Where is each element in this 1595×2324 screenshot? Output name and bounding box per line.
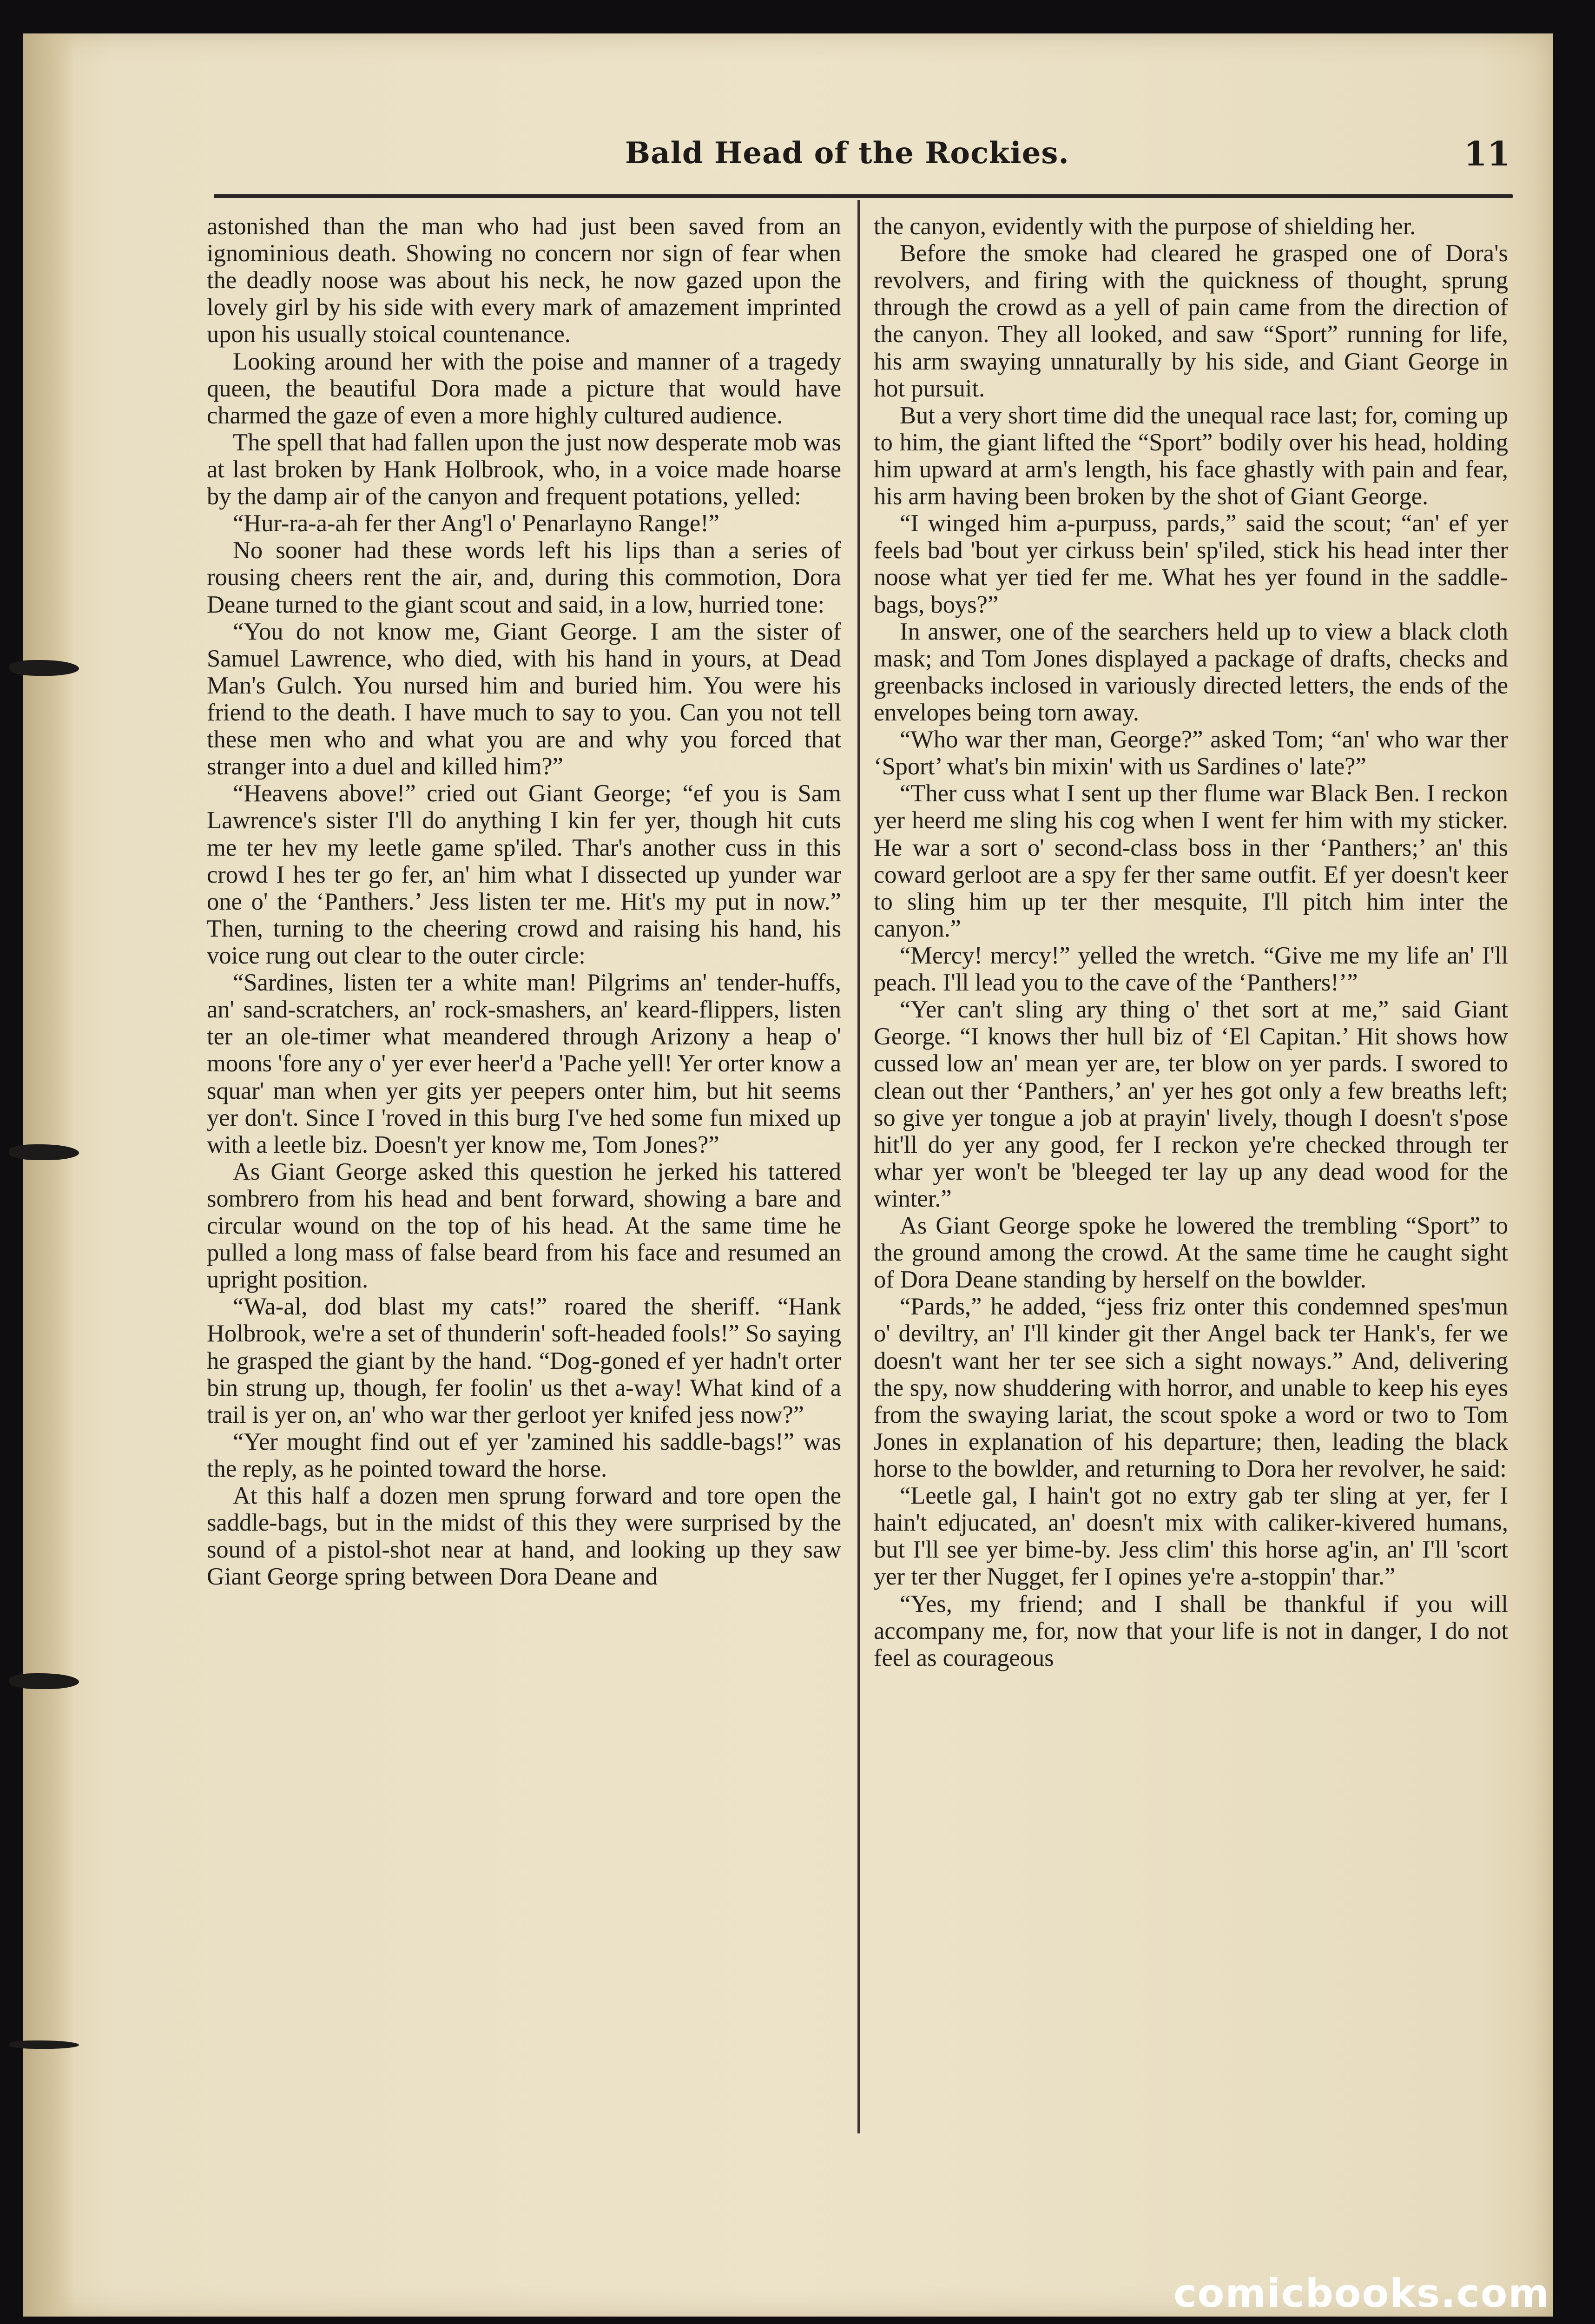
paragraph: As Giant George spoke he lowered the trembling “Sport” to the ground among the crowd. At the same time he caught sight of Dora Deane standing by herself on the bowlder.	[874, 1212, 1508, 1294]
paragraph: “Ther cuss what I sent up ther flume war Black Ben. I reckon yer heerd me sling his cog when I went fer him with my sticker. He war a sort o' second-class boss in ther ‘Panthers;’ an' this coward gerloot are a spy fer ther same outfit. Ef yer doesn't keer to sling him up ter ther mesquite, I'll pitch him inter the canyon.”	[874, 780, 1508, 942]
paragraph: Looking around her with the poise and manner of a tragedy queen, the beautiful Dora made a picture that would have charmed the gaze of even a more highly cultured audience.	[207, 348, 841, 429]
paragraph: “Heavens above!” cried out Giant George; “ef you is Sam Lawrence's sister I'll do anything I kin fer yer, though hit cuts me ter hev my leetle game sp'iled. Thar's another cuss in this crowd I hes ter go fer, an' him what I dissected up yunder war one o' the ‘Panthers.’ Jess listen ter me. Hit's my put in now.” Then, turning to the cheering crowd and raising his hand, his voice rung out clear to the outer circle:	[207, 780, 841, 969]
paragraph: At this half a dozen men sprung forward and tore open the saddle-bags, but in the midst of this they were surprised by the sound of a pistol-shot near at hand, and looking up they saw Giant George spring between Dora Deane and	[207, 1482, 841, 1591]
column-divider	[857, 200, 860, 2133]
paragraph: “Leetle gal, I hain't got no extry gab ter sling at yer, fer I hain't edjucated, an' doesn't mix with caliker-kivered humans, but I'll see yer bime-by. Jess clim' this horse ag'in, an' I'll 'scort yer ter ther Nugget, fer I opines ye're a-stoppin' thar.”	[874, 1482, 1508, 1591]
page-spine-shadow	[23, 33, 74, 2317]
paragraph: “Wa-al, dod blast my cats!” roared the sheriff. “Hank Holbrook, we're a set of thunderin' soft-headed fools!” So saying he grasped the giant by the hand. “Dog-goned ef yer hadn't orter bin strung up, though, fer foolin' us thet a-way! What kind of a trail is yer on, an' who war ther gerloot yer knifed jess now?”	[207, 1293, 841, 1428]
binding-staple-hole	[9, 2040, 79, 2049]
paragraph: “Hur-ra-a-ah fer ther Ang'l o' Penarlayno Range!”	[233, 510, 719, 537]
page-header	[214, 125, 1510, 181]
paragraph: The spell that had fallen upon the just now desperate mob was at last broken by Hank Holbrook, who, in a voice made hoarse by the damp air of the canyon and frequent potations, yelled:	[207, 429, 841, 510]
page-number: 11	[1463, 134, 1510, 173]
paragraph: “You do not know me, Giant George. I am the sister of Samuel Lawrence, who died, with his hand in yours, at Dead Man's Gulch. You nursed him and buried him. You were his friend to the death. I have much to say to you. Can you not tell these men who and what you are and why you forced that stranger into a duel and killed him?”	[207, 618, 841, 780]
paragraph: In answer, one of the searchers held up to view a black cloth mask; and Tom Jones displayed a package of drafts, checks and greenbacks inclosed in variously directed letters, the ends of the envelopes being torn away.	[874, 618, 1508, 726]
paragraph: As Giant George asked this question he jerked his tattered sombrero from his head and bent forward, showing a bare and circular wound on the top of his head. At the same time he pulled a long mass of false beard from his face and resumed an upright position.	[207, 1158, 841, 1294]
text-column-right	[874, 213, 1508, 2142]
header-rule	[214, 194, 1513, 198]
site-watermark: comicbooks.com	[1173, 2271, 1550, 2316]
binding-staple-hole	[9, 660, 79, 676]
paragraph: “Sardines, listen ter a white man! Pilgrims an' tender-huffs, an' sand-scratchers, an' rock-smashers, an' keard-flippers, listen ter an ole-timer what meandered through Arizony a heap o' moons 'fore any o' yer ever heer'd a 'Pache yell! Yer orter know a squar' man when yer gits yer peepers onter him, but hit seems yer don't. Since I 'roved in this burg I've hed some fun mixed up with a leetle biz. Doesn't yer know me, Tom Jones?”	[207, 969, 841, 1158]
paragraph: No sooner had these words left his lips than a series of rousing cheers rent the air, and, during this commotion, Dora Deane turned to the giant scout and said, in a low, hurried tone:	[207, 537, 841, 618]
paragraph: “I winged him a-purpuss, pards,” said the scout; “an' ef yer feels bad 'bout yer cirkuss bein' sp'iled, stick his head inter ther noose what yer tied fer me. What hes yer found in the saddle-bags, boys?”	[874, 510, 1508, 618]
paragraph: “Mercy! mercy!” yelled the wretch. “Give me my life an' I'll peach. I'll lead you to the cave of the ‘Panthers!’”	[874, 942, 1508, 997]
paragraph: “Yer can't sling ary thing o' thet sort at me,” said Giant George. “I knows ther hull biz of ‘El Capitan.’ Hit shows how cussed low an' mean yer are, ter blow on yer pards. I swored to clean out ther ‘Panthers,’ an' yer hes got only a few breaths left; so give yer tongue a job at prayin' lively, though I doesn't s'pose hit'll do yer any good, fer I reckon ye're checked through ter whar yer won't be 'bleeged ter lay up any dead wood for the winter.”	[874, 996, 1508, 1212]
binding-staple-hole	[9, 1673, 79, 1689]
paragraph: astonished than the man who had just been saved from an ignominious death. Showing no concern nor sign of fear when the deadly noose was about his neck, he now gazed upon the lovely girl by his side with every mark of amazement imprinted upon his usually stoical countenance.	[207, 213, 841, 348]
paragraph: the canyon, evidently with the purpose of shielding her.	[874, 213, 1416, 240]
text-column-left	[207, 213, 841, 2142]
paragraph: Before the smoke had cleared he grasped one of Dora's revolvers, and firing with the quickness of thought, sprung through the crowd as a yell of pain came from the direction of the canyon. They all looked, and saw “Sport” running for life, his arm swaying unnaturally by his side, and Giant George in hot pursuit.	[874, 240, 1508, 402]
paragraph: “Pards,” he added, “jess friz onter this condemned spes'mun o' deviltry, an' I'll kinder git ther Angel back ter Hank's, fer we doesn't want her ter see sich a sight noways.” And, delivering the spy, now shuddering with horror, and unable to keep his eyes from the swaying lariat, the scout spoke a word or two to Tom Jones in explanation of his departure; then, leading the black horse to the bowlder, and returning to Dora her revolver, he said:	[874, 1293, 1508, 1483]
binding-staple-hole	[9, 1144, 79, 1160]
paragraph: “Yer mought find out ef yer 'zamined his saddle-bags!” was the reply, as he pointed toward the horse.	[207, 1428, 841, 1483]
paragraph: “Who war ther man, George?” asked Tom; “an' who war ther ‘Sport’ what's bin mixin' with us Sardines o' late?”	[874, 726, 1508, 780]
paragraph: But a very short time did the unequal race last; for, coming up to him, the giant lifted the “Sport” bodily over his head, holding him upward at arm's length, his face ghastly with pain and fear, his arm having been broken by the shot of Giant George.	[874, 402, 1508, 510]
running-title: Bald Head of the Rockies.	[625, 136, 1069, 171]
paragraph: “Yes, my friend; and I shall be thankful if you will accompany me, for, now that your life is not in danger, I do not feel as courageous	[874, 1590, 1508, 1671]
